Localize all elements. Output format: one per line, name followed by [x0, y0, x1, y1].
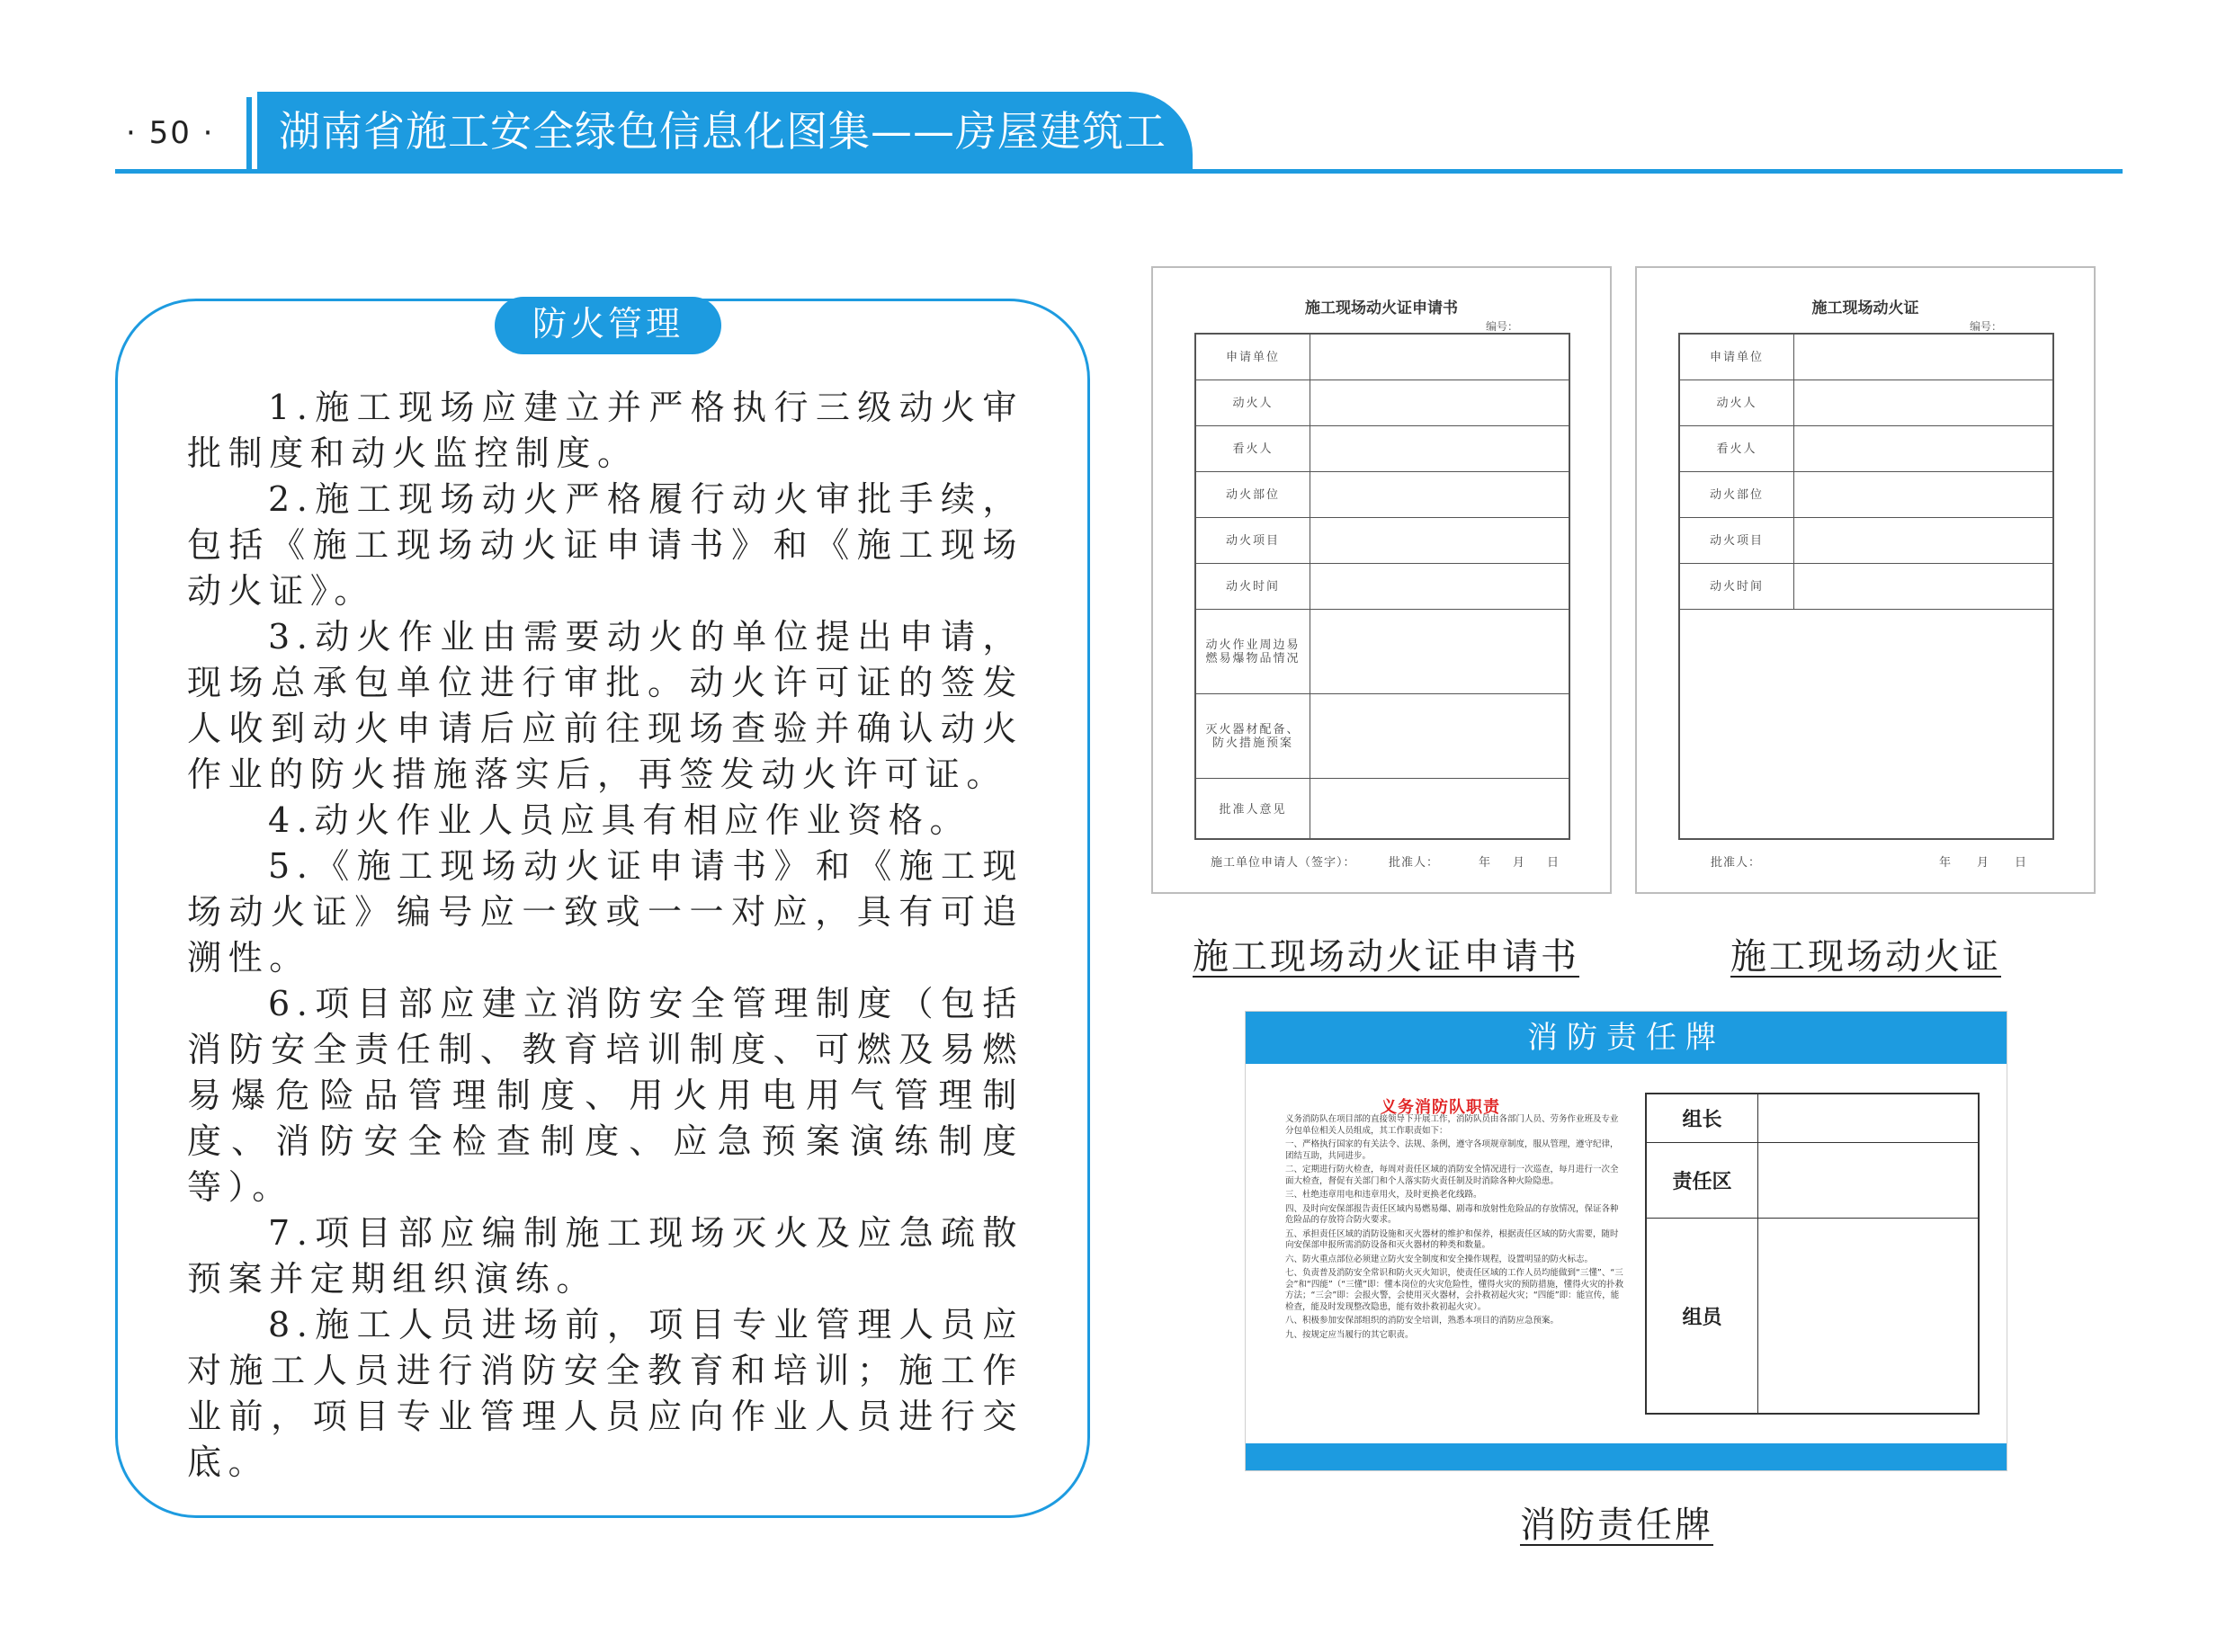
- table-row: [1196, 518, 1569, 564]
- paragraph-2: 2.施工现场动火严格履行动火审批手续，包括《施工现场动火证申请书》和《施工现场动火证》。: [187, 479, 1024, 611]
- form-title: 施工现场动火证: [1811, 299, 1919, 317]
- row-label: 组长: [1647, 1094, 1758, 1142]
- table-row: [1680, 564, 2052, 610]
- row-label: 动火时间: [1680, 564, 1794, 609]
- row-label: 动火人: [1196, 380, 1310, 425]
- paragraph-3: 3.动火作业由需要动火的单位提出申请，现场总承包单位进行审批。动火许可证的签发人收到动火申请后应前往现场查验并确认动火作业的防火措施落实后，再签发动火许可证。: [187, 617, 1024, 794]
- duty-paragraph: 一、严格执行国家的有关法令、法规、条例，遵守各项规章制度，服从管理，遵守纪律，团结互助，共同进步。: [1285, 1139, 1619, 1161]
- panel-body: [187, 385, 1024, 1486]
- hot-work-permit-form: [1635, 266, 2096, 894]
- table-row: [1680, 426, 2052, 472]
- row-label: 看火人: [1196, 426, 1310, 471]
- row-label: 动火部位: [1680, 472, 1794, 517]
- board-footer-bar: [1246, 1443, 2007, 1470]
- duty-paragraph: 九、按规定应当履行的其它职责。: [1285, 1329, 1414, 1340]
- footer-month: 月: [1977, 856, 1990, 870]
- footer-approver: 批准人：: [1389, 856, 1440, 870]
- row-label: 动火时间: [1196, 564, 1310, 609]
- team-table: [1645, 1093, 1980, 1415]
- page-number: · 50 ·: [126, 115, 215, 151]
- table-row: [1647, 1219, 1978, 1413]
- row-label: 看火人: [1680, 426, 1794, 471]
- table-row: [1647, 1094, 1978, 1143]
- row-label: 申请单位: [1196, 335, 1310, 380]
- paragraph-4: 4.动火作业人员应具有相应作业资格。: [268, 800, 971, 840]
- application-form-caption: 施工现场动火证申请书: [1193, 936, 1579, 978]
- row-label: 批准人意见: [1196, 779, 1310, 840]
- footer-approver: 批准人：: [1711, 856, 1762, 870]
- permit-form-caption: 施工现场动火证: [1730, 936, 2001, 978]
- form-number-label: 编号：: [1486, 320, 1519, 333]
- table-row: [1680, 380, 2052, 426]
- row-label: 动火人: [1680, 380, 1794, 425]
- paragraph-7: 7.项目部应编制施工现场灭火及应急疏散预案并定期组织演练。: [187, 1213, 1024, 1299]
- header-divider-bar: [246, 97, 252, 171]
- permit-table: [1678, 333, 2054, 840]
- duty-paragraph: 四、及时向安保部报告责任区域内易燃易爆、剧毒和放射性危险品的存放情况，保证各种危险品的存放符合防火要求。: [1285, 1203, 1619, 1225]
- duty-title: 义务消防队职责: [1381, 1098, 1500, 1117]
- row-label: 责任区: [1647, 1143, 1758, 1218]
- board-title: 消防责任牌: [1246, 1012, 2007, 1064]
- table-row: [1196, 564, 1569, 610]
- table-row: [1196, 426, 1569, 472]
- hot-work-application-form: [1151, 266, 1612, 894]
- footer-year: 年: [1939, 856, 1953, 870]
- table-row: [1196, 779, 1569, 840]
- duty-paragraph: 八、积极参加安保部组织的消防安全培训，熟悉本项目的消防应急预案。: [1285, 1316, 1560, 1326]
- paragraph-1: 1.施工现场应建立并严格执行三级动火审批制度和动火监控制度。: [187, 388, 1024, 473]
- duty-paragraph: 义务消防队在项目部的直接领导下开展工作，消防队员由各部门人员、劳务作业班及专业分包单位相关人员组成，其工作职责如下：: [1285, 1114, 1619, 1136]
- footer-year: 年: [1479, 856, 1492, 870]
- form-title: 施工现场动火证申请书: [1305, 299, 1458, 317]
- row-label: 动火项目: [1196, 518, 1310, 563]
- row-label: 动火作业周边易燃易爆物品情况: [1196, 610, 1310, 693]
- footer-day: 日: [2015, 856, 2028, 870]
- duty-paragraph: 五、承担责任区域的消防设施和灭火器材的维护和保养，根据责任区域的防火需要，随时向安保部申报所需消防设备和灭火器材的种类和数量。: [1285, 1228, 1619, 1250]
- table-row: [1647, 1143, 1978, 1219]
- table-row: [1196, 610, 1569, 694]
- table-row: [1680, 335, 2052, 380]
- row-label: 动火项目: [1680, 518, 1794, 563]
- table-row: [1680, 518, 2052, 564]
- panel-title: 防火管理: [495, 297, 721, 354]
- footer-applicant: 施工单位申请人（签字）：: [1211, 856, 1356, 870]
- fire-responsibility-board: [1245, 1011, 2007, 1471]
- table-row: [1196, 694, 1569, 779]
- duty-paragraph: 六、防火重点部位必须建立防火安全制度和安全操作规程，设置明显的防火标志。: [1285, 1254, 1594, 1264]
- table-row: [1196, 472, 1569, 518]
- row-label: 组员: [1647, 1219, 1758, 1413]
- table-row: [1196, 335, 1569, 380]
- book-title: 湖南省施工安全绿色信息化图集——房屋建筑工程: [257, 92, 1193, 171]
- table-row: [1680, 472, 2052, 518]
- paragraph-6: 6.项目部应建立消防安全管理制度（包括消防安全责任制、教育培训制度、可燃及易燃易爆危险品管理制度、用火用电用气管理制度、消防安全检查制度、应急预案演练制度等）。: [187, 984, 1024, 1207]
- row-label: 灭火器材配备、防火措施预案: [1196, 694, 1310, 778]
- duty-paragraph: 二、定期进行防火检查，每周对责任区域的消防安全情况进行一次巡查，每月进行一次全面大检查，督促有关部门和个人落实防火责任制及时消除各种火险隐患。: [1285, 1165, 1619, 1186]
- duty-text: [1285, 1114, 1625, 1344]
- row-label: 申请单位: [1680, 335, 1794, 380]
- application-table: [1194, 333, 1570, 840]
- form-number-label: 编号：: [1970, 320, 2003, 333]
- header-rule: [115, 169, 2123, 174]
- table-row: [1196, 380, 1569, 426]
- duty-paragraph: 三、杜绝违章用电和违章用火，及时更换老化线路。: [1285, 1190, 1482, 1200]
- footer-day: 日: [1547, 856, 1560, 870]
- footer-month: 月: [1513, 856, 1526, 870]
- paragraph-5: 5.《施工现场动火证申请书》和《施工现场动火证》编号应一致或一一对应，具有可追溯性。: [187, 846, 1024, 978]
- board-caption: 消防责任牌: [1520, 1505, 1713, 1546]
- paragraph-8: 8.施工人员进场前，项目专业管理人员应对施工人员进行消防安全教育和培训；施工作业前，项目专业管理人员应向作业人员进行交底。: [187, 1305, 1024, 1482]
- duty-paragraph: 七、负责普及消防安全常识和防火灭火知识，使责任区域的工作人员均能做到“三懂”、“三会”和“四能”（“三懂”即：懂本岗位的火灾危险性，懂得火灾的预防措施，懂得火灾的扑救方法；“三会”即：会报火警，会使用灭火器材，会扑救初起火灾；“四能”即：能宣传，能检查，能及时发现整改隐患，能有效扑救初起火灾）。: [1285, 1268, 1624, 1312]
- row-label: 动火部位: [1196, 472, 1310, 517]
